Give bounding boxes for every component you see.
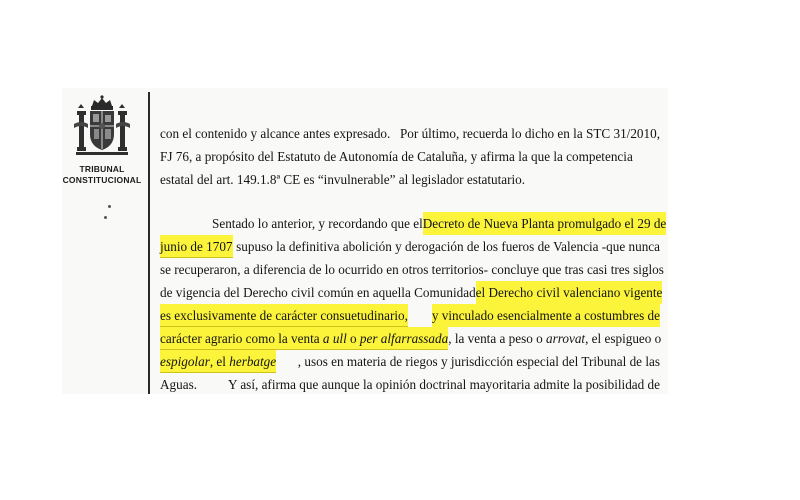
scan-speck [104, 216, 107, 219]
text-line: Sentado lo anterior, y recordando que el Decreto de Nueva Planta promulgado el 29 de [160, 212, 660, 235]
highlighted-text: es exclusivamente de carácter consuetudinario, [160, 304, 408, 327]
text-line: FJ 76, a propósito del Estatuto de Autonomía de Cataluña, y afirma la que la competencia [160, 149, 633, 164]
text-line: Aguas. Y así, afirma que aunque la opinión doctrinal mayoritaria admite la posibilidad de [160, 377, 660, 392]
text-line: estatal del art. 149.1.8ª CE es “invulnerable” al legislador estatutario. [160, 172, 526, 187]
text-line: espigolar, el herbatge , usos en materia de riegos y jurisdicción especial del Tribunal de las [160, 350, 660, 373]
institution-line-2: CONSTITUCIONAL [62, 175, 142, 185]
highlighted-text: y vinculado esencialmente a costumbres de [432, 304, 660, 327]
text-line: con el contenido y alcance antes expresado. Por último, recuerda lo dicho en la STC 31/2010, [160, 126, 660, 141]
text-line: junio de 1707 supuso la definitiva abolición y derogación de los fueros de Valencia -que nunca [160, 235, 660, 258]
institution-name [62, 164, 142, 186]
scanned-document-page [62, 88, 668, 394]
scan-speck [108, 205, 111, 208]
margin-rule [148, 92, 150, 394]
highlighted-text: espigolar, el herbatge [160, 350, 276, 373]
paragraph-1 [160, 122, 660, 191]
highlighted-text: el Derecho civil valenciano vigente [476, 281, 663, 304]
text-line [160, 304, 660, 327]
spanish-coat-of-arms-icon [72, 94, 132, 160]
text-line: carácter agrario como la venta a ull o per alfarrassada , la venta a peso o arrovat, el espigueo o [160, 327, 660, 350]
text-line: de vigencia del Derecho civil común en aquella Comunidad el Derecho civil valenciano vigente [160, 281, 660, 304]
paragraph-2 [160, 212, 667, 394]
highlighted-text: junio de 1707 [160, 235, 233, 258]
highlighted-text: carácter agrario como la venta a ull o per alfarrassada [160, 327, 448, 350]
document-body [160, 122, 667, 394]
text-line: se recuperaron, a diferencia de lo ocurrido en otros territorios- concluye que tras casi tres siglos [160, 262, 664, 277]
highlighted-text: Decreto de Nueva Planta promulgado el 29 de [423, 212, 667, 235]
institution-line-1: TRIBUNAL [79, 164, 125, 174]
